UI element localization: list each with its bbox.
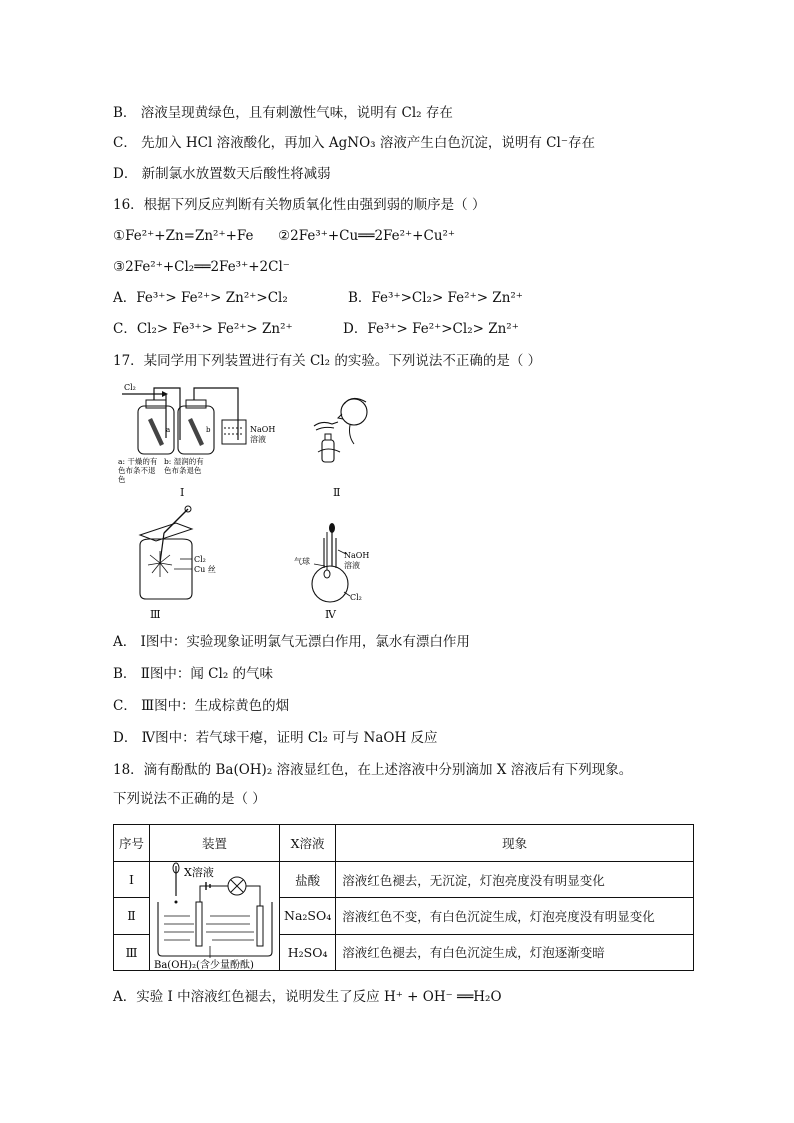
fig1-note-b-2: 色布条退色	[164, 466, 202, 475]
fig3-cl2-label: Cl₂	[194, 555, 206, 564]
q18-experiment-table	[113, 824, 694, 971]
fig2-label: Ⅱ	[333, 486, 341, 499]
row-x-solution: H₂SO₄	[280, 934, 336, 970]
q15-option-c: C． 先加入 HCl 溶液酸化，再加入 AgNO₃ 溶液产生白色沉淀，说明有 Cl⁻存在	[113, 135, 595, 151]
fig1-naoh-label: NaOH	[250, 425, 276, 434]
fig1-note-a-2: 色布条不退	[118, 466, 156, 475]
row-x-solution: Na₂SO₄	[280, 898, 336, 934]
row-phenomenon: 溶液红色褪去，有白色沉淀生成，灯泡逐渐变暗	[336, 934, 694, 970]
apparatus-beaker-label: Ba(OH)₂(含少量酚酞)	[154, 960, 254, 970]
fig4-solution-label: 溶液	[344, 561, 360, 570]
q17-option-c: C． Ⅲ图中：生成棕黄色的烟	[113, 698, 290, 714]
q17-option-a: A． Ⅰ图中：实验现象证明氯气无漂白作用，氯水有漂白作用	[113, 634, 470, 650]
fig4-balloon-label: 气球	[294, 557, 310, 566]
q17-option-d: D． Ⅳ图中：若气球干瘪，证明 Cl₂ 可与 NaOH 反应	[113, 730, 438, 746]
q16-option-c: C．Cl₂> Fe³⁺> Fe²⁺> Zn²⁺	[113, 321, 293, 337]
header-x-solution: X溶液	[280, 825, 336, 862]
q18-option-a: A．实验 I 中溶液红色褪去，说明发生了反应 H⁺ + OH⁻ ══H₂O	[113, 989, 502, 1005]
header-no: 序号	[114, 825, 150, 862]
q15-option-b: B． 溶液呈现黄绿色，且有刺激性气味，说明有 Cl₂ 存在	[113, 105, 453, 121]
q17-option-b: B． Ⅱ图中：闻 Cl₂ 的气味	[113, 666, 274, 682]
figure-4-balloon-flask	[292, 520, 382, 610]
figure-1-gas-washing-bottles	[118, 380, 288, 500]
row-no: Ⅰ	[114, 862, 150, 898]
fig1-mark-b: b	[206, 426, 211, 434]
fig1-solution-label: 溶液	[250, 435, 266, 444]
fig1-gas-label: Cl₂	[124, 383, 136, 392]
fig1-note-b-1: b: 湿润的有	[164, 457, 204, 466]
header-apparatus: 装置	[150, 825, 280, 862]
row-no: Ⅲ	[114, 934, 150, 970]
figure-2-smelling-gas	[308, 392, 378, 472]
apparatus-x-label: X溶液	[184, 866, 214, 879]
table-row	[114, 862, 694, 898]
fig1-note-a-1: a: 干燥的有	[118, 457, 158, 466]
fig1-mark-a: a	[166, 426, 171, 434]
figure-3-copper-in-chlorine	[130, 505, 220, 605]
header-phenomenon: 现象	[336, 825, 694, 862]
q16-reaction-1: ①Fe²⁺+Zn=Zn²⁺+Fe	[113, 228, 254, 244]
q16-option-a: A．Fe³⁺> Fe²⁺> Zn²⁺>Cl₂	[113, 290, 288, 306]
conductivity-apparatus	[150, 862, 278, 970]
apparatus-cell	[150, 862, 280, 971]
q18-stem-line-1: 18．滴有酚酞的 Ba(OH)₂ 溶液显红色，在上述溶液中分别滴加 X 溶液后有下列现象。	[113, 762, 633, 778]
q16-reaction-2: ②2Fe³⁺+Cu══2Fe²⁺+Cu²⁺	[278, 228, 456, 244]
fig3-label: Ⅲ	[150, 608, 161, 621]
fig4-naoh-label: NaOH	[344, 551, 370, 560]
fig1-label: Ⅰ	[180, 486, 185, 499]
row-x-solution: 盐酸	[280, 862, 336, 898]
fig4-cl2-label: Cl₂	[350, 593, 362, 602]
q16-option-d: D．Fe³⁺> Fe²⁺>Cl₂> Zn²⁺	[343, 321, 519, 337]
q17-stem: 17．某同学用下列装置进行有关 Cl₂ 的实验。下列说法不正确的是（ ）	[113, 353, 542, 369]
q18-stem-line-2: 下列说法不正确的是（ ）	[113, 791, 266, 807]
q15-option-d: D． 新制氯水放置数天后酸性将减弱	[113, 166, 331, 182]
q16-option-b: B．Fe³⁺>Cl₂> Fe²⁺> Zn²⁺	[348, 290, 523, 306]
table-header-row	[114, 825, 694, 862]
fig3-cu-label: Cu 丝	[194, 565, 216, 574]
q16-reaction-3: ③2Fe²⁺+Cl₂══2Fe³⁺+2Cl⁻	[113, 259, 290, 275]
fig1-note-a-3: 色	[118, 475, 126, 484]
row-no: Ⅱ	[114, 898, 150, 934]
row-phenomenon: 溶液红色褪去，无沉淀，灯泡亮度没有明显变化	[336, 862, 694, 898]
row-phenomenon: 溶液红色不变，有白色沉淀生成，灯泡亮度没有明显变化	[336, 898, 694, 934]
fig4-label: Ⅳ	[325, 608, 336, 621]
q16-stem: 16．根据下列反应判断有关物质氧化性由强到弱的顺序是（ ）	[113, 197, 486, 213]
